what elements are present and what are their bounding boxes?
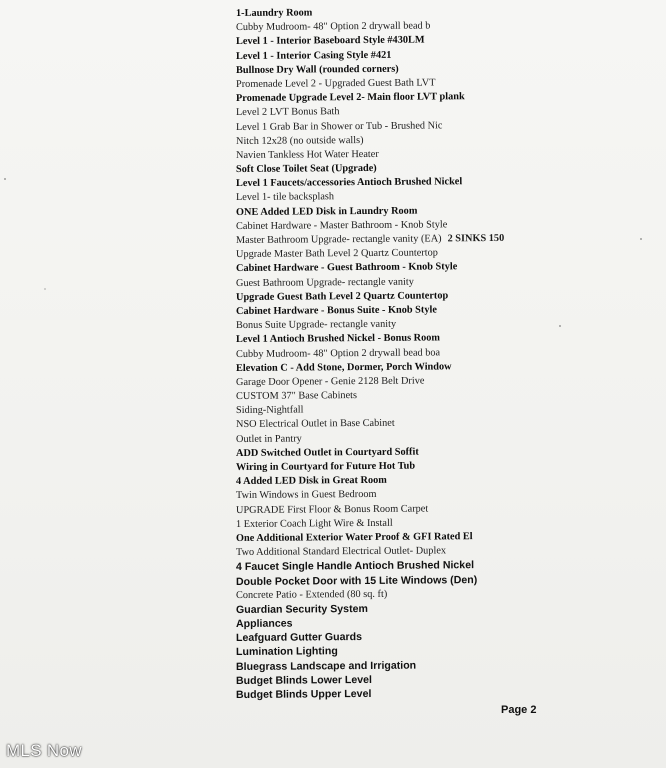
- item-text: Bluegrass Landscape and Irrigation: [235, 659, 417, 673]
- item-text: Level 1 - Interior Baseboard Style #430LM: [235, 34, 425, 48]
- item-text: Level 1 Faucets/accessories Antioch Brushed Nickel: [235, 176, 463, 190]
- item-text: Cabinet Hardware - Master Bathroom - Knob Style: [235, 219, 448, 232]
- item-text: 4 Added LED Disk in Great Room: [235, 475, 387, 488]
- item-text: Guardian Security System: [235, 602, 368, 616]
- list-item: [236, 416, 504, 432]
- item-text: Budget Blinds Upper Level: [235, 687, 372, 701]
- item-text: Lumination Lighting: [235, 645, 338, 659]
- item-text: CUSTOM 37" Base Cabinets: [235, 390, 358, 403]
- list-item: [236, 331, 504, 347]
- list-item: [236, 104, 504, 120]
- scan-speck: [44, 288, 46, 290]
- item-text: Level 2 LVT Bonus Bath: [235, 106, 340, 119]
- item-text: Level 1 Grab Bar in Shower or Tub - Brushed Nic: [235, 119, 443, 133]
- item-text: Promenade Level 2 - Upgraded Guest Bath LVT: [235, 77, 436, 90]
- item-text: Level 1- tile backsplash: [235, 191, 335, 204]
- item-text: Siding-Nightfall: [235, 404, 304, 417]
- item-text: Upgrade Guest Bath Level 2 Quartz Countertop: [235, 290, 449, 303]
- item-text: Upgrade Master Bath Level 2 Quartz Countertop: [235, 247, 438, 261]
- list-item: [236, 487, 504, 503]
- scan-speck: [640, 238, 642, 240]
- item-text: Guest Bathroom Upgrade- rectangle vanity: [235, 276, 414, 289]
- item-text: Level 1 - Interior Casing Style #421: [235, 49, 392, 62]
- item-text: Concrete Patio - Extended (80 sq. ft): [235, 588, 388, 601]
- item-text: Outlet in Pantry: [235, 433, 302, 445]
- item-text: ADD Switched Outlet in Courtyard Soffit: [235, 446, 419, 459]
- item-text: Bullnose Dry Wall (rounded corners): [235, 63, 399, 76]
- item-text: Wiring in Courtyard for Future Hot Tub: [235, 460, 416, 473]
- item-text: Promenade Upgrade Level 2- Main floor LVT plank: [235, 91, 465, 105]
- item-text: Navien Tankless Hot Water Heater: [235, 148, 379, 161]
- watermark-logo: MLS Now: [6, 741, 82, 760]
- item-text: One Additional Exterior Water Proof & GFI Rated El: [235, 531, 473, 544]
- item-text: Cabinet Hardware - Bonus Suite - Knob Style: [235, 304, 437, 317]
- item-text: Garage Door Opener - Genie 2128 Belt Drive: [235, 375, 425, 388]
- item-text: Appliances: [235, 617, 293, 631]
- item-text: 4 Faucet Single Handle Antioch Brushed Nickel: [235, 559, 475, 574]
- item-text: UPGRADE First Floor & Bonus Room Carpet: [235, 503, 429, 516]
- item-text: Elevation C - Add Stone, Dormer, Porch Window: [235, 360, 452, 374]
- page-number: Page 2: [501, 704, 537, 716]
- scan-speck: [559, 325, 561, 327]
- item-text: Cabinet Hardware - Guest Bathroom - Knob Style: [235, 261, 458, 275]
- list-item: [236, 33, 504, 49]
- item-text: NSO Electrical Outlet in Base Cabinet: [235, 418, 395, 431]
- item-text: 1-Laundry Room: [235, 7, 313, 19]
- item-text: Two Additional Standard Electrical Outlet- Duplex: [235, 545, 447, 559]
- upgrade-item-list: [236, 7, 504, 702]
- item-text: Budget Blinds Lower Level: [235, 673, 373, 687]
- item-text: Leafguard Gutter Guards: [235, 631, 363, 645]
- item-text: Soft Close Toilet Seat (Upgrade): [235, 162, 377, 176]
- list-item: [236, 189, 504, 205]
- scan-speck: [4, 178, 6, 180]
- item-text: Twin Windows in Guest Bedroom: [235, 489, 377, 502]
- item-text: Cubby Mudroom- 48" Option 2 drywall bead b: [235, 20, 431, 34]
- item-text: Double Pocket Door with 15 Lite Windows (Den): [235, 573, 478, 588]
- list-item: [236, 686, 504, 702]
- item-text: Master Bathroom Upgrade- rectangle vanity (EA): [235, 233, 442, 246]
- list-item: [236, 260, 504, 276]
- list-item: [236, 643, 504, 659]
- item-text: Nitch 12x28 (no outside walls): [235, 134, 364, 147]
- item-text: ONE Added LED Disk in Laundry Room: [235, 205, 418, 218]
- item-text: Cubby Mudroom- 48" Option 2 drywall bead boa: [235, 346, 441, 360]
- list-item: [236, 558, 504, 574]
- item-text: Level 1 Antioch Brushed Nickel - Bonus Room: [235, 332, 440, 346]
- item-text: 1 Exterior Coach Light Wire & Install: [235, 517, 393, 530]
- item-note: 2 SINKS 150: [447, 232, 505, 245]
- item-text: Bonus Suite Upgrade- rectangle vanity: [235, 318, 397, 332]
